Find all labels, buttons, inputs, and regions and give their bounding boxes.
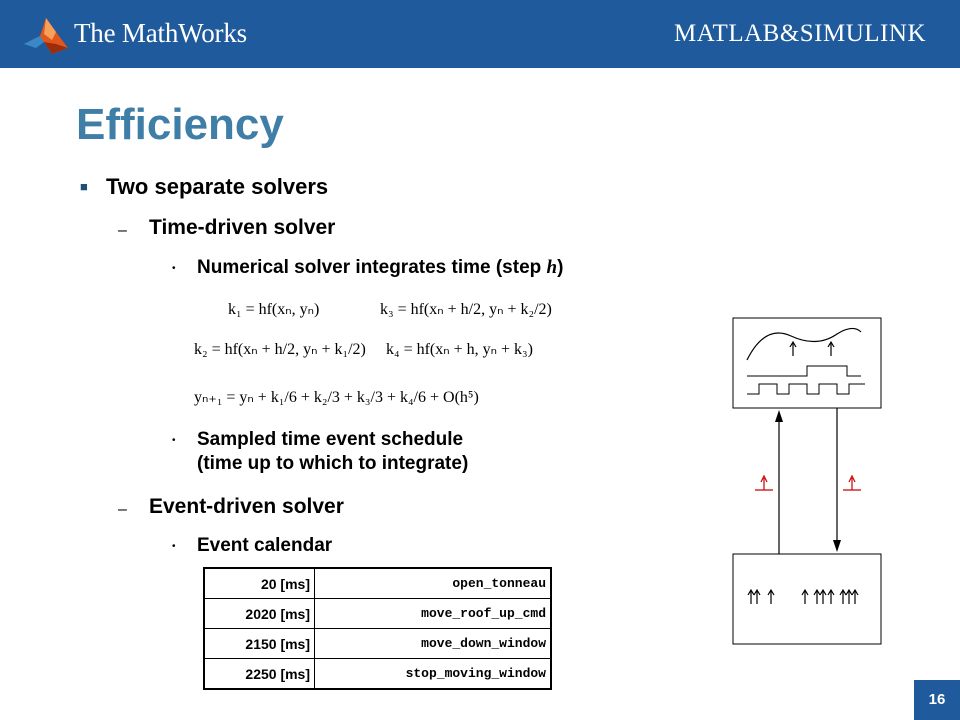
equation-yn1: yₙ₊₁ = yₙ + k₁/6 + k₂/3 + k₃/3 + k₄/6 + O(h⁵) [194,389,479,406]
company-name: The MathWorks [74,18,247,48]
table-row [204,629,551,659]
calendar-event: move_down_window [315,629,552,659]
matlab-membrane-logo-icon [22,14,70,58]
bullet-event-calendar: Event calendar [197,535,333,556]
equation-k1: k₁ = hf(xₙ, yₙ) [228,301,320,318]
calendar-event: stop_moving_window [315,659,552,690]
bullet-sampled-time: Sampled time event schedule [197,429,464,450]
table-row [204,659,551,690]
equation-k2: k₂ = hf(xₙ + h/2, yₙ + k₁/2) [194,341,366,358]
page-number: 16 [914,680,960,720]
event-marker-icon [755,476,773,490]
header-bar [0,0,960,68]
dash-bullet-icon: – [118,222,127,239]
calendar-time: 20 [ms] [204,568,315,599]
event-calendar-table [203,567,552,690]
bullet-time-driven-solver: Time-driven solver [149,216,336,239]
dot-bullet-icon: • [172,435,176,446]
bullet-event-driven-solver: Event-driven solver [149,495,344,518]
equation-k4: k₄ = hf(xₙ + h, yₙ + k₃) [386,341,533,358]
event-marker-icon [843,476,861,490]
runge-kutta-equations [190,284,570,424]
calendar-event: move_roof_up_cmd [315,599,552,629]
dash-bullet-icon: – [118,501,127,518]
bullet-two-solvers: Two separate solvers [106,174,329,199]
square-bullet-icon: ■ [80,179,88,194]
dot-bullet-icon: • [172,541,176,552]
calendar-time: 2150 [ms] [204,629,315,659]
calendar-event: open_tonneau [315,568,552,599]
arrow-down-head-icon [833,540,841,552]
bullet-numerical-solver [197,256,563,280]
numerical-solver-text: Numerical solver integrates time (step [197,257,547,278]
slide-title: Efficiency [76,100,284,149]
event-driven-solver-box [733,554,881,644]
calendar-time: 2250 [ms] [204,659,315,690]
table-row [204,599,551,629]
step-variable: h [546,257,558,278]
table-row [204,568,551,599]
bullet-sampled-time-detail: (time up to which to integrate) [197,453,469,474]
solver-interaction-diagram [725,310,890,650]
calendar-time: 2020 [ms] [204,599,315,629]
arrow-up-head-icon [775,410,783,422]
step-close-paren: ) [557,257,564,278]
equation-k3: k₃ = hf(xₙ + h/2, yₙ + k₂/2) [380,301,552,318]
dot-bullet-icon: • [172,263,176,274]
product-brand: MATLAB&SIMULINK [674,20,926,47]
